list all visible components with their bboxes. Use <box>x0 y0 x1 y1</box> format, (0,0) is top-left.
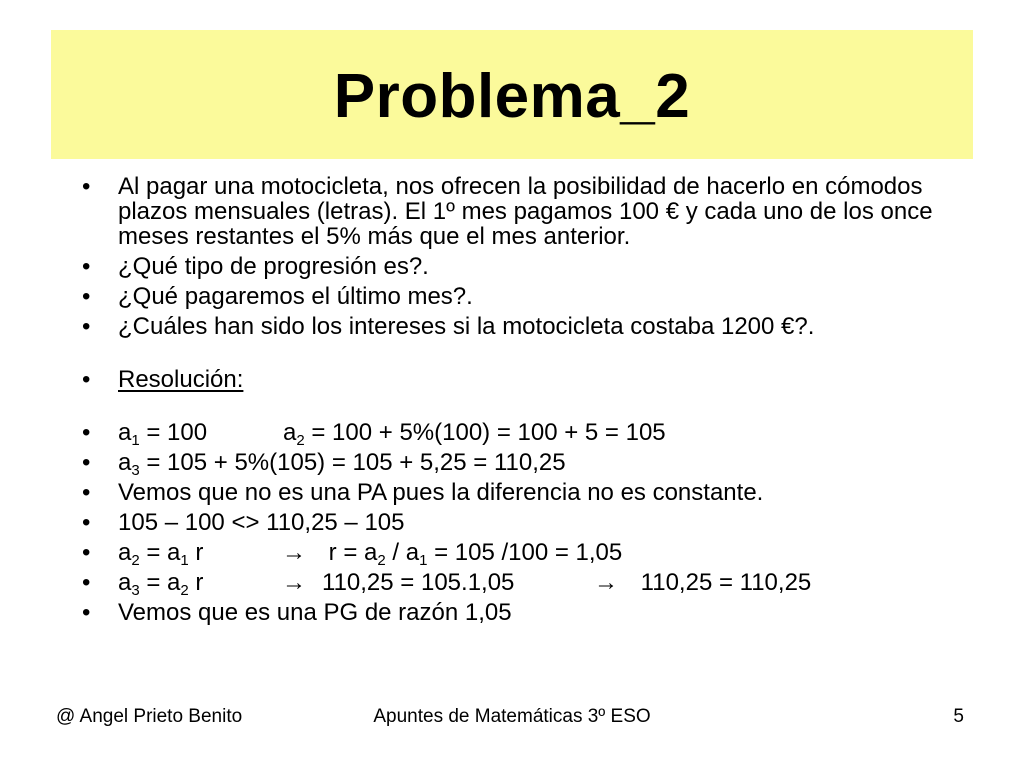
bullet-marker: • <box>82 509 91 536</box>
bullet-marker: • <box>82 449 91 476</box>
bullet-marker: • <box>82 569 91 596</box>
term-a2-letter: a <box>283 419 297 446</box>
arrow-right-icon: → <box>282 569 306 596</box>
term-a2-value: = 100 + 5%(100) = 100 + 5 = 105 <box>304 419 666 446</box>
line-5-eq: = a <box>139 539 181 566</box>
list-item-line-7 <box>76 600 976 625</box>
list-item-question-3 <box>76 314 976 339</box>
line-6-left <box>118 569 282 599</box>
term-a1-value: = 100 <box>139 419 208 446</box>
bullet-marker: • <box>82 599 91 626</box>
slide-footer <box>0 706 1024 730</box>
footer-course: Apuntes de Matemáticas 3º ESO <box>373 706 651 727</box>
list-item-intro <box>76 174 976 249</box>
line-6-a: a <box>118 569 132 596</box>
bullet-marker: • <box>82 313 91 340</box>
bullet-marker: • <box>82 366 91 393</box>
resolution-heading: Resolución: <box>118 366 244 393</box>
term-a2-sub: 2 <box>296 432 305 449</box>
line-7-text: Vemos que es una PG de razón 1,05 <box>118 599 512 626</box>
list-item-question-1 <box>76 254 976 279</box>
question-3-text: ¿Cuáles han sido los intereses si la motocicleta costaba 1200 €?. <box>118 313 815 340</box>
term-a1-sub: 1 <box>131 432 140 449</box>
term-a3-sub: 3 <box>131 462 140 479</box>
line-5-sub-1: 2 <box>131 552 140 569</box>
line-3-text: Vemos que no es una PA pues la diferencia no es constante. <box>118 479 764 506</box>
line-5-t2: / a <box>385 539 420 566</box>
footer-author: @ Angel Prieto Benito <box>56 706 243 727</box>
arrow-right-icon: → <box>594 569 618 596</box>
footer-page-number: 5 <box>953 706 964 727</box>
bullet-list <box>76 174 976 625</box>
term-a3-letter: a <box>118 449 132 476</box>
term-a2 <box>283 419 666 449</box>
slide-title: Problema_2 <box>333 62 691 131</box>
bullet-marker: • <box>82 173 91 200</box>
list-item-line-6 <box>76 569 976 599</box>
line-6-t1: 110,25 = 105.1,05 <box>322 569 515 596</box>
list-item-line-2 <box>76 449 976 479</box>
line-6-eq: = a <box>139 569 181 596</box>
line-5-r: r <box>188 539 204 566</box>
line-6-r: r <box>188 569 204 596</box>
title-band <box>51 30 973 159</box>
line-5-sub-3: 2 <box>377 552 386 569</box>
bullet-marker: • <box>82 419 91 446</box>
intro-text: Al pagar una motocicleta, nos ofrecen la posibilidad de hacerlo en cómodos plazos mensuales (letras). El 1º mes pagamos 100 € y cada uno de los once meses restantes el 5% más que el mes anterior. <box>118 173 933 250</box>
list-item-line-4 <box>76 510 976 535</box>
bullet-marker: • <box>82 253 91 280</box>
bullet-marker: • <box>82 283 91 310</box>
bullet-marker: • <box>82 539 91 566</box>
line-6-sub-1: 3 <box>131 582 140 599</box>
line-5-sub-4: 1 <box>419 552 428 569</box>
line-4-text: 105 – 100 <> 110,25 – 105 <box>118 509 405 536</box>
list-item-question-2 <box>76 284 976 309</box>
term-a1-letter: a <box>118 419 132 446</box>
bullet-marker: • <box>82 479 91 506</box>
line-5-sub-2: 1 <box>180 552 189 569</box>
arrow-right-icon: → <box>282 539 306 566</box>
list-item-line-3 <box>76 480 976 505</box>
line-5-t1: r = a <box>322 539 378 566</box>
term-a3-value: = 105 + 5%(105) = 105 + 5,25 = 110,25 <box>139 449 566 476</box>
question-1-text: ¿Qué tipo de progresión es?. <box>118 253 429 280</box>
line-6-sub-2: 2 <box>180 582 189 599</box>
list-item-resolution <box>76 367 976 392</box>
list-item-line-5 <box>76 539 976 569</box>
line-5-a: a <box>118 539 132 566</box>
line-6-t2: 110,25 = 110,25 <box>634 569 812 596</box>
list-item-line-1 <box>76 419 976 449</box>
term-a1 <box>118 419 283 449</box>
line-5-t3: = 105 /100 = 1,05 <box>427 539 623 566</box>
question-2-text: ¿Qué pagaremos el último mes?. <box>118 283 473 310</box>
line-5-left <box>118 539 282 569</box>
